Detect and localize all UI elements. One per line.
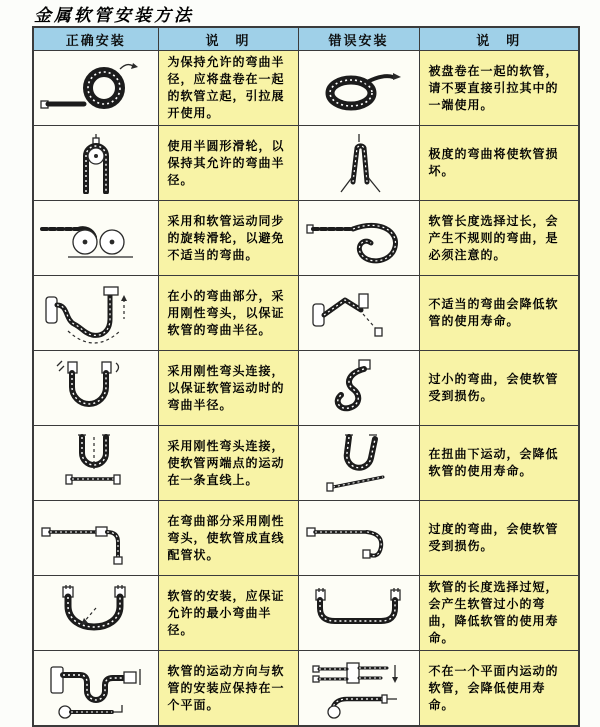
correct-note: 在小的弯曲部分，采用刚性弯头，以保证软管的弯曲半径。 bbox=[158, 276, 298, 351]
header-explanation-1: 说 明 bbox=[158, 27, 298, 51]
correct-note: 采用和软管运动同步的旋转滑轮，以避免不适当的弯曲。 bbox=[158, 201, 298, 276]
hose-coil-upright-icon bbox=[38, 57, 154, 119]
wrong-image-cell bbox=[298, 126, 419, 201]
hose-too-short-flat-u-icon bbox=[303, 582, 415, 644]
wrong-note: 在扭曲下运动，会降低软管的使用寿命。 bbox=[419, 426, 579, 501]
hose-semicircle-pulley-icon bbox=[38, 132, 154, 194]
wrong-note: 不适当的弯曲会降低软管的使用寿命。 bbox=[419, 276, 579, 351]
hose-straight-pipe-elbow-icon bbox=[38, 507, 154, 569]
header-wrong-install: 错误安装 bbox=[298, 27, 419, 51]
correct-image-cell bbox=[33, 651, 158, 727]
correct-image-cell bbox=[33, 276, 158, 351]
table-row bbox=[33, 201, 579, 276]
correct-image-cell bbox=[33, 351, 158, 426]
installation-table bbox=[32, 26, 580, 727]
hose-coil-flat-pull-icon bbox=[303, 57, 415, 119]
hose-too-long-irregular-loop-icon bbox=[303, 207, 415, 269]
wrong-image-cell bbox=[298, 51, 419, 126]
hose-twisted-u-icon bbox=[303, 431, 415, 495]
wrong-note: 软管的长度选择过短，会产生软管过小的弯曲，降低软管的使用寿命。 bbox=[419, 576, 579, 651]
hose-rigid-elbow-small-bend-icon bbox=[38, 281, 154, 345]
correct-note: 为保持允许的弯曲半径，应将盘卷在一起的软管立起，引拉展开使用。 bbox=[158, 51, 298, 126]
hose-sync-rotating-pulleys-icon bbox=[38, 207, 154, 269]
table-row bbox=[33, 276, 579, 351]
hose-min-bend-radius-u-icon bbox=[38, 582, 154, 644]
wrong-image-cell bbox=[298, 201, 419, 276]
correct-image-cell bbox=[33, 126, 158, 201]
wrong-image-cell bbox=[298, 651, 419, 727]
hose-extreme-bend-icon bbox=[303, 132, 415, 194]
hose-improper-bend-icon bbox=[303, 282, 415, 344]
correct-note: 采用刚性弯头连接，使软管两端点的运动在一条直线上。 bbox=[158, 426, 298, 501]
correct-image-cell bbox=[33, 576, 158, 651]
correct-note: 在弯曲部分采用刚性弯头，使软管成直线配管状。 bbox=[158, 501, 298, 576]
correct-note: 使用半圆形滑轮，以保持其允许的弯曲半径。 bbox=[158, 126, 298, 201]
wrong-note: 被盘卷在一起的软管，请不要直接引拉其中的一端使用。 bbox=[419, 51, 579, 126]
wrong-note: 过小的弯曲，会使软管受到损伤。 bbox=[419, 351, 579, 426]
correct-image-cell bbox=[33, 426, 158, 501]
wrong-note: 软管长度选择过长，会产生不规则的弯曲，是必须注意的。 bbox=[419, 201, 579, 276]
hose-u-straight-line-motion-icon bbox=[38, 431, 154, 495]
correct-note: 采用刚性弯头连接，以保证软管运动时的弯曲半径。 bbox=[158, 351, 298, 426]
correct-note: 软管的安装，应保证允许的最小弯曲半径。 bbox=[158, 576, 298, 651]
wrong-note: 极度的弯曲将使软管损坏。 bbox=[419, 126, 579, 201]
wrong-image-cell bbox=[298, 501, 419, 576]
wrong-image-cell bbox=[298, 576, 419, 651]
hose-out-of-plane-icon bbox=[303, 655, 415, 721]
table-row bbox=[33, 651, 579, 727]
hose-too-small-bend-icon bbox=[303, 357, 415, 419]
correct-image-cell bbox=[33, 501, 158, 576]
table-row bbox=[33, 426, 579, 501]
wrong-image-cell bbox=[298, 426, 419, 501]
correct-image-cell bbox=[33, 51, 158, 126]
table-row bbox=[33, 51, 579, 126]
hose-over-bend-hook-icon bbox=[303, 507, 415, 569]
header-row bbox=[33, 27, 579, 51]
wrong-image-cell bbox=[298, 351, 419, 426]
table-row bbox=[33, 126, 579, 201]
correct-image-cell bbox=[33, 201, 158, 276]
table-row bbox=[33, 501, 579, 576]
table-row bbox=[33, 351, 579, 426]
hose-single-plane-trap-icon bbox=[38, 655, 154, 721]
page-title: 金属软管安装方法 bbox=[34, 6, 194, 26]
header-correct-install: 正确安装 bbox=[33, 27, 158, 51]
header-explanation-2: 说 明 bbox=[419, 27, 579, 51]
table-row bbox=[33, 576, 579, 651]
hose-rigid-elbow-u-icon bbox=[38, 357, 154, 419]
wrong-note: 过度的弯曲，会使软管受到损伤。 bbox=[419, 501, 579, 576]
correct-note: 软管的运动方向与软管的安装应保持在一个平面。 bbox=[158, 651, 298, 727]
wrong-image-cell bbox=[298, 276, 419, 351]
wrong-note: 不在一个平面内运动的软管，会降低使用寿命。 bbox=[419, 651, 579, 727]
